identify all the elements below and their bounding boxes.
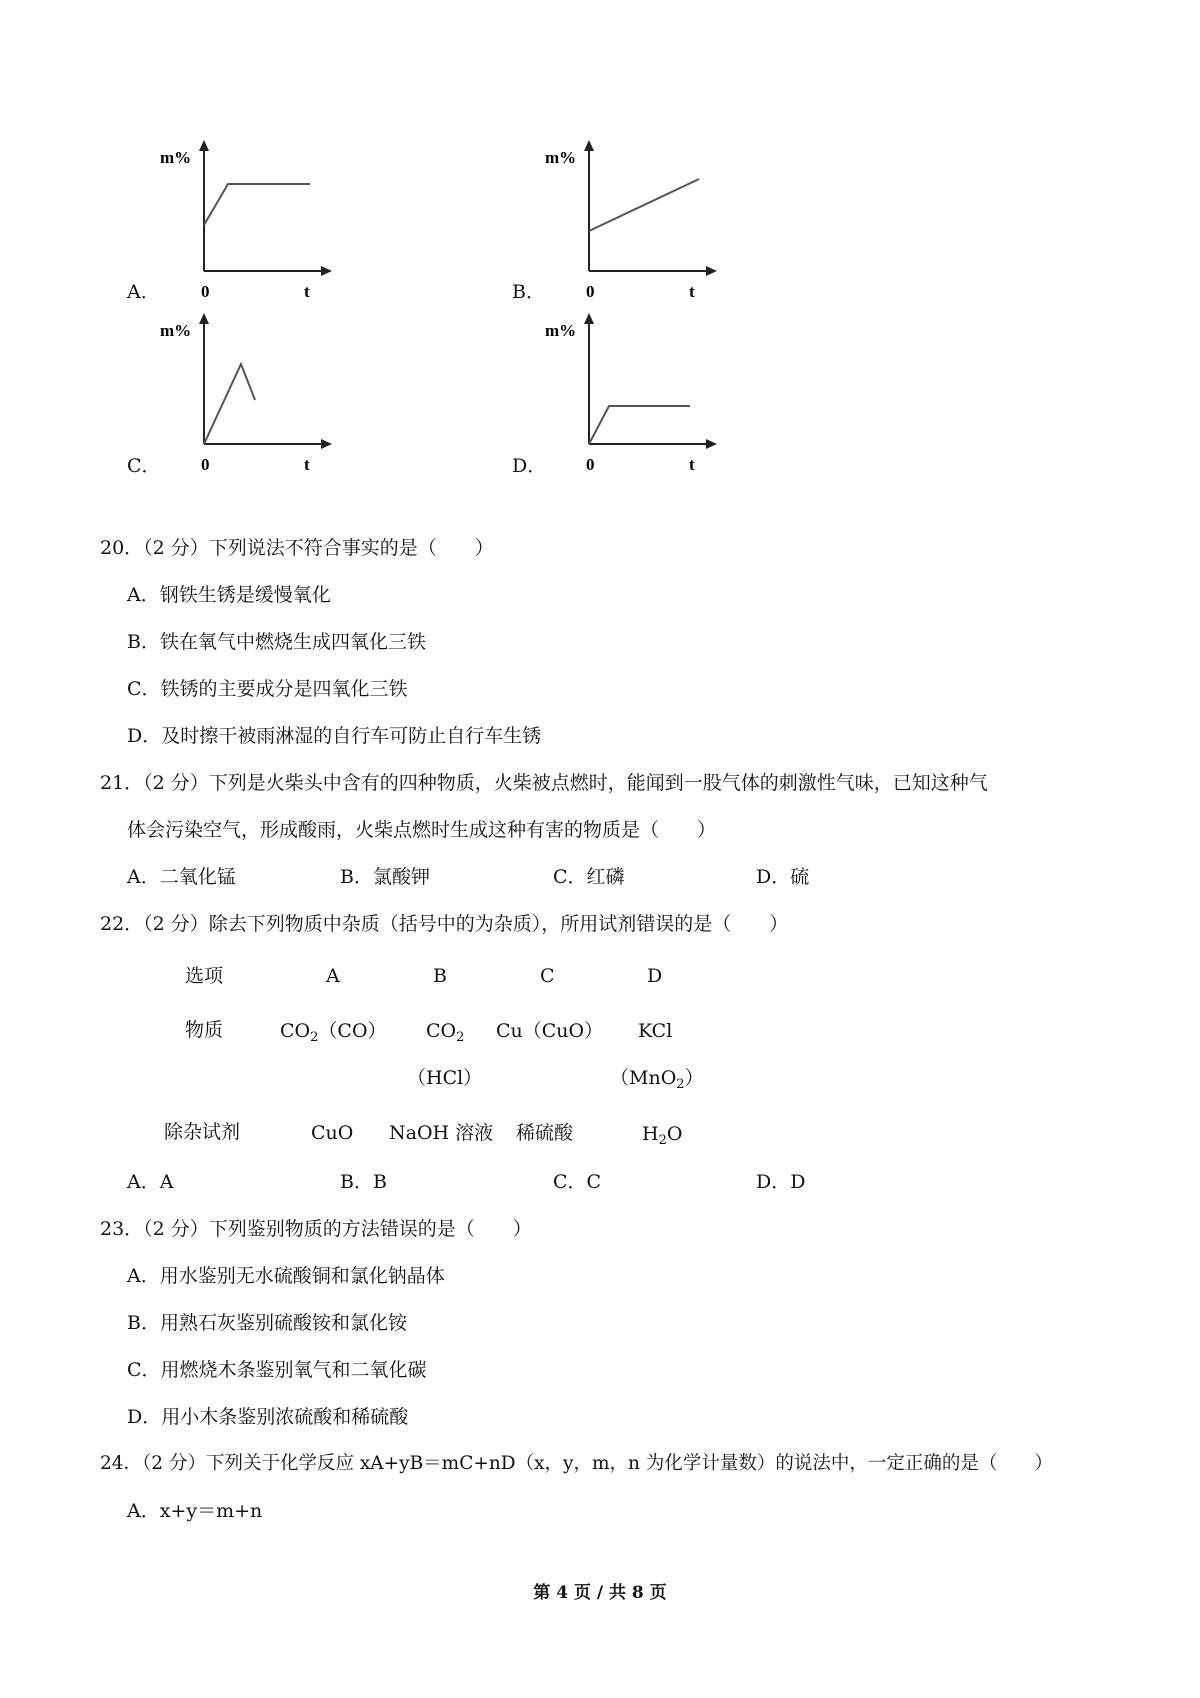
q21-option-a: A．二氧化锰 xyxy=(127,866,236,888)
q22-option-d: D．D xyxy=(756,1171,806,1193)
q23-option-d: D．用小木条鉴别浓硫酸和稀硫酸 xyxy=(127,1406,409,1428)
graph-b-y-arrow xyxy=(584,140,594,151)
q22-option-c: C．C xyxy=(553,1171,602,1193)
graph-a-y-arrow xyxy=(199,140,209,151)
graph-c-x-arrow xyxy=(321,439,332,449)
graph-c xyxy=(150,308,350,488)
q21-option-c: C．红磷 xyxy=(553,866,625,888)
q22-header-b: B xyxy=(433,965,447,987)
graph-c-y-arrow xyxy=(199,313,209,324)
q22-substance-b-line1: $CO_2$ xyxy=(426,1020,465,1045)
graph-a-x-label: t xyxy=(304,282,310,301)
graph-c-option-label: C． xyxy=(127,455,161,477)
graph-b-x-label: t xyxy=(689,282,695,301)
q23-option-c: C．用燃烧木条鉴别氧气和二氧化碳 xyxy=(127,1359,427,1381)
graph-a-y-label: m% xyxy=(160,148,192,167)
q21-option-d: D．硫 xyxy=(756,866,810,888)
q22-reagent-b: NaOH 溶液 xyxy=(389,1122,494,1144)
q21-stem-line2: 体会污染空气，形成酸雨，火柴点燃时生成这种有害的物质是（ ） xyxy=(127,819,717,841)
q22-option-a: A．A xyxy=(127,1171,174,1193)
page-footer: 第 4 页 / 共 8 页 xyxy=(533,1583,667,1603)
q20-stem: 20．（2 分）下列说法不符合事实的是（ ） xyxy=(100,537,494,559)
graph-d-x-label: t xyxy=(689,455,695,474)
graph-b-curve xyxy=(589,179,699,231)
graph-a xyxy=(150,135,350,315)
graph-b-origin: 0 xyxy=(586,282,595,301)
q22-header-a: A xyxy=(326,965,340,987)
q22-header-c: C xyxy=(540,965,555,987)
q22-header-label: 选项 xyxy=(185,965,224,987)
q23-stem: 23．（2 分）下列鉴别物质的方法错误的是（ ） xyxy=(100,1218,532,1240)
graph-a-option-label: A． xyxy=(127,281,160,303)
graph-d-y-arrow xyxy=(584,313,594,324)
q22-option-b: B．B xyxy=(340,1171,387,1193)
q22-reagent-a: CuO xyxy=(311,1122,354,1144)
graph-c-x-label: t xyxy=(304,455,310,474)
q20-option-a: A．钢铁生锈是缓慢氧化 xyxy=(127,584,331,606)
q22-reagent-c: 稀硫酸 xyxy=(516,1122,574,1144)
q23-option-a: A．用水鉴别无水硫酸铜和氯化钠晶体 xyxy=(127,1265,445,1287)
graph-b-y-label: m% xyxy=(545,148,577,167)
graph-a-origin: 0 xyxy=(201,282,210,301)
graph-a-x-arrow xyxy=(321,266,332,276)
q21-stem-line1: 21．（2 分）下列是火柴头中含有的四种物质，火柴被点燃时，能闻到一股气体的刺激性气味，已知这种气 xyxy=(100,772,988,794)
q22-substance-d-line2: （MnO$_2$） xyxy=(610,1067,704,1092)
q24-stem: 24．（2 分）下列关于化学反应 xA+yB＝mC+nD（x，y，m，n 为化学计量数）的说法中，一定正确的是（ ） xyxy=(100,1453,1053,1474)
graph-d xyxy=(535,308,735,488)
graph-b-x-arrow xyxy=(706,266,717,276)
q22-substance-b-line2: （HCl） xyxy=(407,1067,483,1089)
q22-substance-c: Cu（CuO） xyxy=(496,1020,604,1042)
q22-reagent-label: 除杂试剂 xyxy=(164,1121,241,1143)
q22-substance-label: 物质 xyxy=(185,1019,224,1041)
graph-d-curve xyxy=(589,406,690,444)
q24-option-a: A．x+y＝m+n xyxy=(127,1500,263,1522)
graph-d-origin: 0 xyxy=(586,455,595,474)
q20-option-d: D．及时擦干被雨淋湿的自行车可防止自行车生锈 xyxy=(127,725,542,747)
q22-stem: 22．（2 分）除去下列物质中杂质（括号中的为杂质），所用试剂错误的是（ ） xyxy=(100,913,789,935)
graph-b xyxy=(535,135,735,315)
graph-d-x-arrow xyxy=(706,439,717,449)
q20-option-b: B．铁在氧气中燃烧生成四氧化三铁 xyxy=(127,631,426,653)
q20-option-c: C．铁锈的主要成分是四氧化三铁 xyxy=(127,678,408,700)
q22-substance-d-line1: KCl xyxy=(638,1020,673,1042)
graph-b-option-label: B． xyxy=(512,281,545,303)
q22-reagent-d: $H_2O$ xyxy=(642,1123,683,1148)
q22-substance-a: $CO_2(CO)$ xyxy=(280,1020,387,1045)
q21-option-b: B．氯酸钾 xyxy=(340,866,430,888)
graph-c-origin: 0 xyxy=(201,455,210,474)
graph-c-y-label: m% xyxy=(160,321,192,340)
graph-a-curve xyxy=(204,184,310,225)
graph-c-curve xyxy=(204,364,255,444)
graph-d-y-label: m% xyxy=(545,321,577,340)
q23-option-b: B．用熟石灰鉴别硫酸铵和氯化铵 xyxy=(127,1312,407,1334)
graph-d-option-label: D． xyxy=(512,455,547,477)
q22-header-d: D xyxy=(647,965,663,987)
